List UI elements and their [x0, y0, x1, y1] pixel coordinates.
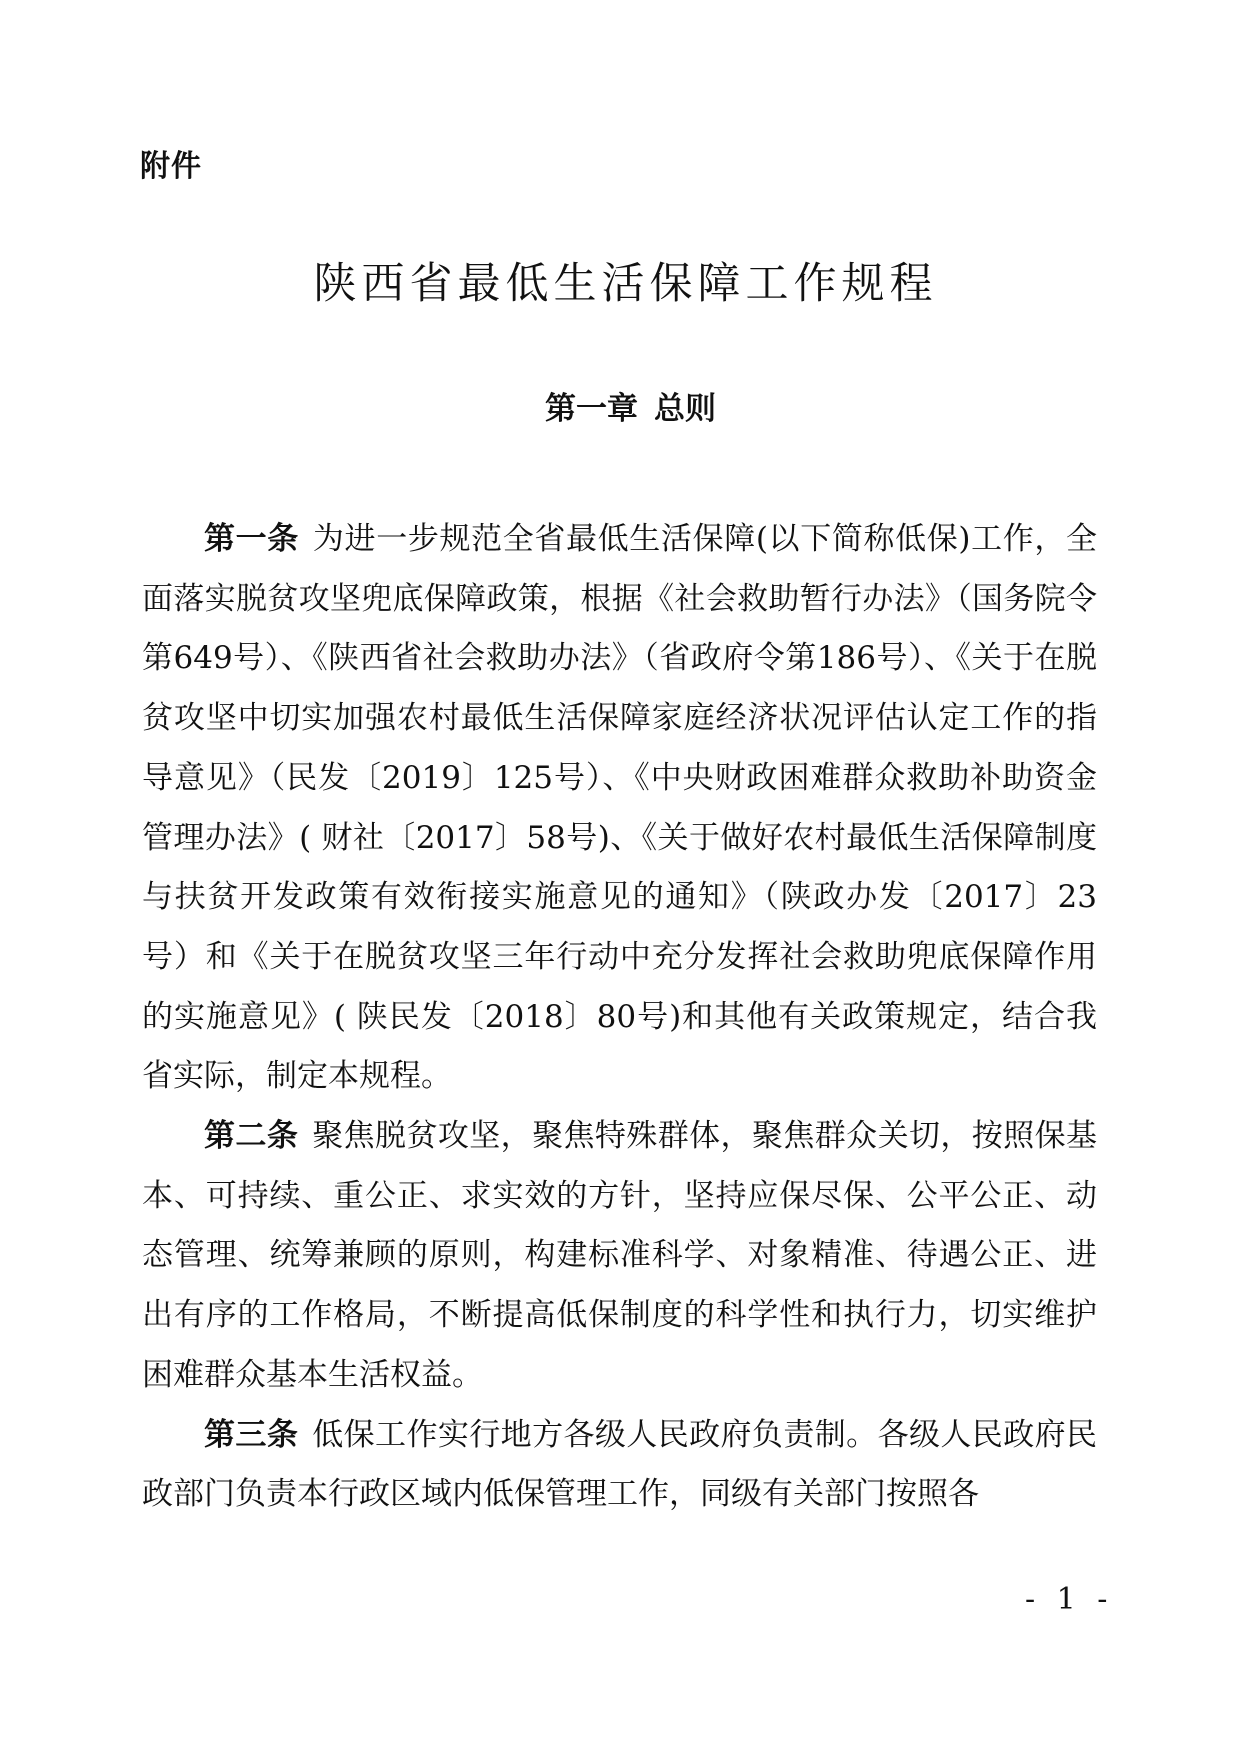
chapter-number: 第一章 [545, 391, 638, 427]
body-text [142, 510, 1097, 1525]
article-text: 为进一步规范全省最低生活保障(以下简称低保)工作，全面落实脱贫攻坚兜底保障政策，根据《社会救助暂行办法》（国务院令第649号）、《陕西省社会救助办法》（省政府令第186号）、《关于在脱贫攻坚中切实加强农村最低生活保障家庭经济状况评估认定工作的指导意见》（民发〔2019〕125号）、《中央财政困难群众救助补助资金管理办法》( 财社〔2017〕58号)、《关于做好农村最低生活保障制度与扶贫开发政策有效衔接实施意见的通知》（陕政办发〔2017〕23号）和《关于在脱贫攻坚三年行动中充分发挥社会救助兜底保障作用的实施意见》( 陕民发〔2018〕80号)和其他有关政策规定，结合我省实际，制定本规程。 [142, 521, 1098, 1095]
article-text: 聚焦脱贫攻坚，聚焦特殊群体，聚焦群众关切，按照保基本、可持续、重公正、求实效的方针，坚持应保尽保、公平公正、动态管理、统筹兼顾的原则，构建标准科学、对象精准、待遇公正、进出有序的工作格局，不断提高低保制度的科学性和执行力，切实维护困难群众基本生活权益。 [142, 1118, 1098, 1393]
article-paragraph [142, 510, 1097, 1107]
article-number: 第二条 [204, 1118, 299, 1155]
chapter-heading [0, 391, 1241, 427]
article-text: 低保工作实行地方各级人民政府负责制。各级人民政府民政部门负责本行政区域内低保管理工作，同级有关部门按照各 [142, 1416, 1098, 1513]
article-number: 第三条 [204, 1416, 299, 1453]
chapter-name: 总则 [654, 391, 716, 427]
annex-label: 附件 [140, 149, 202, 184]
article-number: 第一条 [204, 521, 299, 557]
document-title: 陕西省最低生活保障工作规程 [313, 259, 938, 309]
page-number: - 1 - [1025, 1582, 1114, 1617]
article-paragraph [142, 1107, 1097, 1406]
article-paragraph [142, 1406, 1097, 1525]
